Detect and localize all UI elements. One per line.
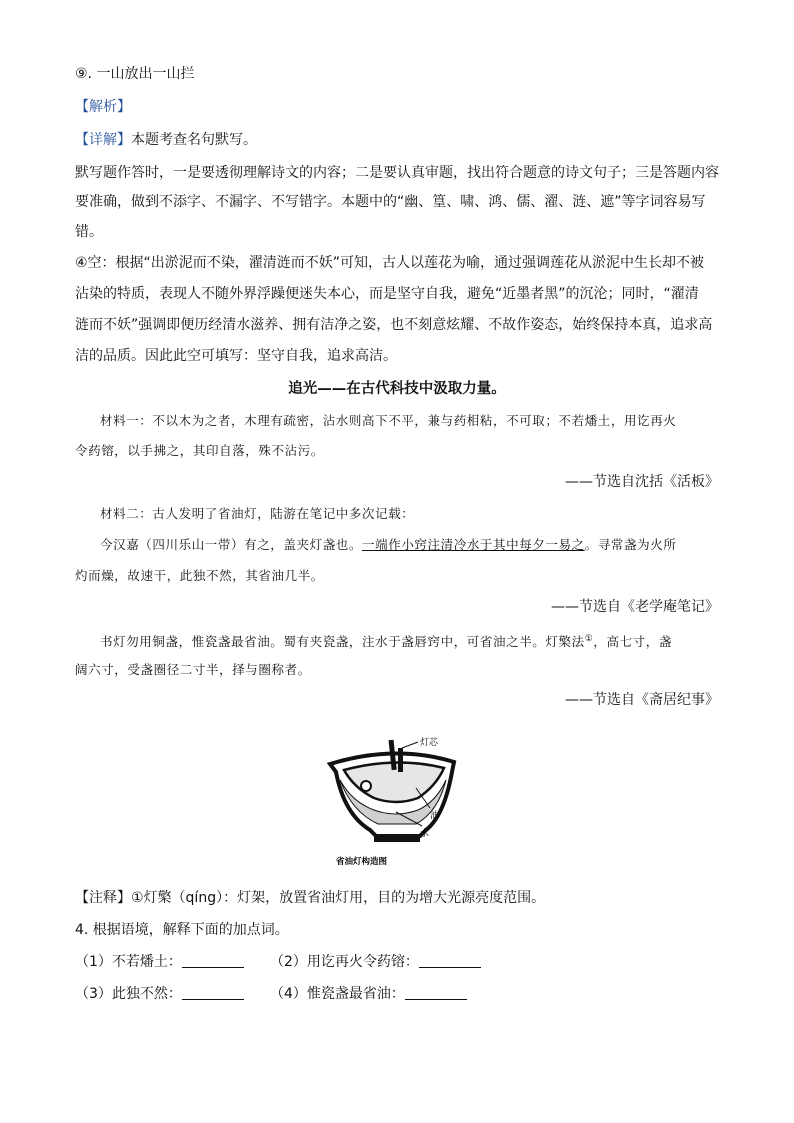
- answer-blank-2[interactable]: [419, 953, 481, 968]
- detail-text: 本题考查名句默写。: [131, 132, 257, 148]
- question-4-3-text: （3）此独不然：: [75, 986, 182, 1002]
- para2-line2: 沾染的特质，表现人不随外界浮躁便迷失本心，而是坚守自我，避免“近墨者黑”的沉沦；同时，“濯清: [75, 286, 699, 302]
- section-title: 追光——在古代科技中汲取力量。: [288, 381, 506, 397]
- material2-line3: 灼而燥，故速干，此独不然，其省油几半。: [75, 568, 324, 583]
- detail-label: 【详解】: [75, 132, 131, 148]
- answer-blank-1[interactable]: [182, 953, 244, 968]
- wick-label: 灯芯: [420, 738, 439, 748]
- material3-line1-a: 书灯勿用铜盏，惟瓷盏最省油。蜀有夹瓷盏，注水于盏唇窍中，可省油之半。灯檠法: [100, 634, 585, 650]
- material1-line2: 令药镕，以手拂之，其印自落，殊不沾污。: [75, 443, 324, 458]
- material3-line1-b: ，高七寸，盏: [593, 634, 672, 650]
- material1-line1: 材料一：不以木为之者，木理有疏密，沾水则高下不平，兼与药相粘，不可取；不若燔土，用讫再火: [100, 413, 677, 428]
- footnote-marker: ①: [584, 634, 594, 644]
- note-line: [75, 888, 719, 908]
- material1-source: ——节选自沈括《活板》: [565, 474, 719, 490]
- para2-line4: 洁的品质。因此此空可填写：坚守自我，追求高洁。: [75, 348, 397, 364]
- water-label: 水: [420, 829, 430, 839]
- para1-line2: 要准确，做到不添字、不漏字、不写错字。本题中的“幽、篁、啸、鸿、儒、濯、涟、遮”等字词容易写: [75, 194, 706, 210]
- para2-line3: 涟而不妖”强调即便历经清水滋养、拥有洁净之姿，也不刻意炫耀、不故作姿态，始终保持本真，追求高: [75, 317, 713, 333]
- question-4-4-text: （4）惟瓷盏最省油：: [270, 986, 405, 1002]
- question-4-3: [75, 984, 244, 1004]
- material2-line2: [100, 535, 719, 555]
- question-4-4: [270, 984, 467, 1004]
- question-4-1: [75, 952, 244, 972]
- note-text: ①灯檠（qíng）：灯架，放置省油灯用，目的为增大光源亮度范围。: [131, 890, 546, 906]
- para2-line1: ④空：根据“出淤泥而不染，濯清涟而不妖”可知，古人以莲花为喻，通过强调莲花从淤泥中生长却不被: [75, 255, 705, 271]
- answer-blank-4[interactable]: [405, 985, 467, 1000]
- material2-line2-a: 今汉嘉（四川乐山一带）有之，盖夹灯盏也。: [100, 537, 363, 552]
- material2-line1: 材料二：古人发明了省油灯，陆游在笔记中多次记载：: [100, 506, 415, 521]
- material3-line2: 阔六寸，受盏圈径二寸半，择与圈称者。: [75, 662, 311, 677]
- material3-line1: [100, 629, 719, 652]
- analysis-label: 【解析】: [75, 99, 131, 115]
- detail-line: [75, 130, 719, 150]
- question-4-2-text: （2）用讫再火令药镕：: [270, 954, 419, 970]
- para1-line3: 错。: [75, 224, 103, 240]
- oil-lamp-diagram: [326, 726, 466, 871]
- para1-line1: 默写题作答时，一是要透彻理解诗文的内容；二是要认真审题，找出符合题意的诗文句子；三是答题内容: [75, 165, 719, 181]
- material3-source: ——节选自《斋居纪事》: [565, 692, 719, 708]
- note-label: 【注释】: [75, 890, 131, 906]
- material2-line2-c: 。寻常盏为火所: [584, 537, 677, 552]
- material2-underlined-sentence: 一端作小窍注清冷水于其中每夕一易之: [362, 537, 585, 552]
- oil-lamp-figure: [326, 726, 466, 871]
- question-4-2: [270, 952, 481, 972]
- answer-blank-3[interactable]: [182, 985, 244, 1000]
- answer-item-9: ⑨. 一山放出一山拦: [75, 66, 195, 82]
- material2-source: ——节选自《老学庵笔记》: [551, 599, 719, 615]
- question-4-1-text: （1）不若燔土：: [75, 954, 182, 970]
- question-4: 4. 根据语境，解释下面的加点词。: [75, 922, 289, 938]
- oil-label: 油: [430, 811, 440, 821]
- figure-caption: 省油灯构造图: [336, 857, 388, 867]
